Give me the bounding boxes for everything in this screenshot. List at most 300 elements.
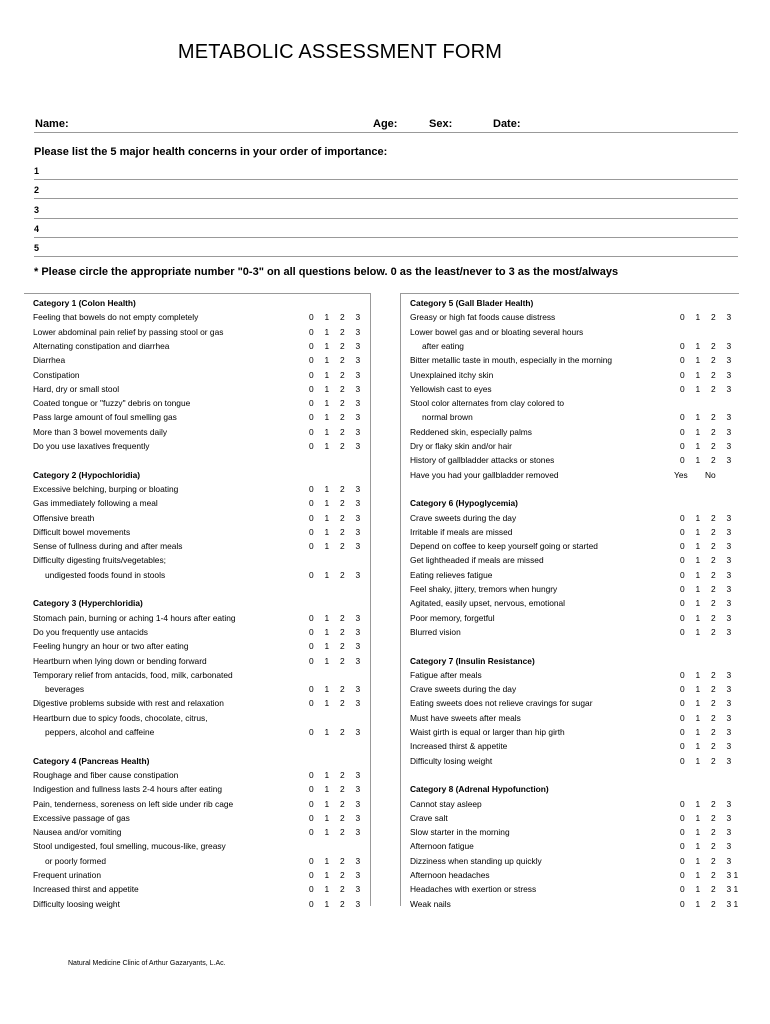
score-option[interactable]: 3 xyxy=(355,441,361,451)
score-option[interactable]: 3 xyxy=(726,455,732,466)
score-option[interactable]: 1 xyxy=(695,812,701,823)
score-option[interactable]: 1 xyxy=(695,755,701,766)
score-option[interactable]: 2 xyxy=(340,498,345,509)
score-option[interactable]: 0 xyxy=(680,369,685,380)
score-option[interactable]: 1 xyxy=(324,541,330,552)
score-option[interactable]: 0 xyxy=(680,698,685,709)
score-option[interactable]: 2 xyxy=(711,441,716,451)
score-option[interactable]: 3 xyxy=(355,541,361,552)
score-scale xyxy=(309,568,371,582)
score-option[interactable]: 0 xyxy=(680,441,685,451)
score-option[interactable]: 2 xyxy=(711,355,716,366)
score-option[interactable]: 3 xyxy=(355,870,361,880)
score-option[interactable]: 3 xyxy=(355,769,361,780)
score-option[interactable]: 0 xyxy=(680,841,685,852)
score-option[interactable]: 2 xyxy=(340,655,345,666)
score-option[interactable]: 3 xyxy=(726,555,732,566)
score-option[interactable]: 1 xyxy=(695,684,701,695)
score-option[interactable]: 3 xyxy=(726,598,732,609)
score-option[interactable]: 0 xyxy=(680,812,685,823)
score-option[interactable]: 3 xyxy=(355,784,361,795)
category-heading: Category 1 (Colon Health) xyxy=(33,298,136,308)
score-option[interactable]: 2 xyxy=(711,812,716,823)
score-option[interactable]: 3 xyxy=(726,441,732,451)
yes-no-option[interactable]: No xyxy=(705,469,716,480)
score-option[interactable]: 3 xyxy=(355,526,361,537)
score-option[interactable]: 1 xyxy=(695,355,701,366)
score-option[interactable]: 2 xyxy=(711,741,716,752)
score-scale xyxy=(680,410,742,424)
score-option[interactable]: 3 xyxy=(355,626,361,637)
score-option[interactable]: 2 xyxy=(711,755,716,766)
score-option[interactable]: 2 xyxy=(340,541,345,552)
score-option[interactable]: 0 xyxy=(680,383,685,394)
score-option[interactable]: 2 xyxy=(340,684,345,695)
score-option[interactable]: 0 xyxy=(309,426,314,437)
score-option[interactable]: 1 xyxy=(324,369,330,380)
score-option[interactable]: 3 xyxy=(355,798,361,809)
score-option[interactable]: 0 xyxy=(309,612,314,623)
category-heading: Category 8 (Adrenal Hypofunction) xyxy=(410,784,549,795)
score-option[interactable]: 2 xyxy=(711,898,716,909)
score-option[interactable]: 2 xyxy=(340,784,345,795)
score-option[interactable]: 1 xyxy=(695,612,701,623)
score-option[interactable]: 3 xyxy=(726,855,732,866)
score-option[interactable]: 1 xyxy=(324,684,330,695)
score-option[interactable]: 1 xyxy=(695,884,701,895)
score-option[interactable]: 0 xyxy=(309,483,314,494)
score-option[interactable]: 1 xyxy=(324,340,330,351)
score-option[interactable]: 1 xyxy=(324,312,330,323)
question-text: Indigestion and fullness lasts 2-4 hours after eating xyxy=(33,784,223,795)
score-option[interactable]: 3 xyxy=(726,526,732,537)
score-option[interactable]: 2 xyxy=(340,798,345,809)
score-option[interactable]: 0 xyxy=(680,684,685,695)
question-text: Constipation xyxy=(33,369,80,380)
score-option[interactable]: 2 xyxy=(340,512,345,523)
score-option[interactable]: 0 xyxy=(680,340,685,351)
score-scale xyxy=(680,539,742,553)
score-option[interactable]: 0 xyxy=(309,684,314,695)
score-option[interactable]: 2 xyxy=(711,369,716,380)
score-option[interactable]: 1 xyxy=(695,526,701,537)
score-option[interactable]: 0 xyxy=(309,626,314,637)
score-option[interactable]: 0 xyxy=(680,798,685,809)
score-scale xyxy=(680,754,742,768)
score-option[interactable]: 0 xyxy=(309,412,314,423)
score-option[interactable]: 0 xyxy=(309,898,314,909)
score-option[interactable]: 2 xyxy=(711,598,716,609)
score-option[interactable]: 1 xyxy=(324,727,330,737)
score-option[interactable]: 1 xyxy=(695,798,701,809)
score-option[interactable]: 0 xyxy=(680,712,685,723)
score-option[interactable]: 3 xyxy=(355,641,361,652)
score-option[interactable]: 1 xyxy=(324,641,330,652)
score-option[interactable]: 3 1 xyxy=(726,884,739,895)
score-option[interactable]: 1 xyxy=(324,855,330,866)
score-option[interactable]: 2 xyxy=(711,455,716,466)
score-option[interactable]: 0 xyxy=(309,526,314,537)
score-option[interactable]: 0 xyxy=(309,769,314,780)
score-option[interactable]: 2 xyxy=(340,870,345,880)
score-option[interactable]: 1 xyxy=(324,898,330,909)
score-option[interactable]: 2 xyxy=(711,684,716,695)
score-scale xyxy=(680,425,742,439)
score-option[interactable]: 1 xyxy=(695,626,701,637)
score-option[interactable]: 2 xyxy=(711,727,716,737)
score-option[interactable]: 0 xyxy=(309,326,314,337)
score-option[interactable]: 3 1 xyxy=(726,898,739,909)
score-option[interactable]: 0 xyxy=(309,398,314,409)
question-text: Hard, dry or small stool xyxy=(33,383,120,394)
score-option[interactable]: 0 xyxy=(680,598,685,609)
score-option[interactable]: 1 xyxy=(695,741,701,752)
score-option[interactable]: 0 xyxy=(309,884,314,895)
score-option[interactable]: 2 xyxy=(711,798,716,809)
yes-no-option[interactable]: Yes xyxy=(674,469,688,480)
score-option[interactable]: 0 xyxy=(309,498,314,509)
score-option[interactable]: 3 xyxy=(726,741,732,752)
score-option[interactable]: 2 xyxy=(340,383,345,394)
score-option[interactable]: 1 xyxy=(324,398,330,409)
score-option[interactable]: 0 xyxy=(309,369,314,380)
score-option[interactable]: 2 xyxy=(711,626,716,637)
score-option[interactable]: 1 xyxy=(695,383,701,394)
score-option[interactable]: 0 xyxy=(309,870,314,880)
score-option[interactable]: 3 xyxy=(355,355,361,366)
score-option[interactable]: 0 xyxy=(309,812,314,823)
score-option[interactable]: 2 xyxy=(711,870,716,880)
score-option[interactable]: 2 xyxy=(711,541,716,552)
score-option[interactable]: 2 xyxy=(340,612,345,623)
score-option[interactable]: 1 xyxy=(324,655,330,666)
score-option[interactable]: 3 xyxy=(726,755,732,766)
score-option[interactable]: 0 xyxy=(680,512,685,523)
score-option[interactable]: 3 xyxy=(355,698,361,709)
score-option[interactable]: 3 xyxy=(355,312,361,323)
score-option[interactable]: 3 xyxy=(726,684,732,695)
score-option[interactable]: 3 xyxy=(355,498,361,509)
score-option[interactable]: 2 xyxy=(340,812,345,823)
score-option[interactable]: 2 xyxy=(711,569,716,580)
score-option[interactable]: 3 xyxy=(726,355,732,366)
page-title: METABOLIC ASSESSMENT FORM xyxy=(177,41,503,63)
score-option[interactable]: 0 xyxy=(309,784,314,795)
score-option[interactable]: 3 xyxy=(726,412,732,423)
score-option[interactable]: 3 xyxy=(726,712,732,723)
score-option[interactable]: 1 xyxy=(695,541,701,552)
score-option[interactable]: 3 xyxy=(726,541,732,552)
score-option[interactable]: 0 xyxy=(309,340,314,351)
score-option[interactable]: 3 xyxy=(726,584,732,594)
score-option[interactable]: 3 xyxy=(355,684,361,695)
question-text: Do you frequently use antacids xyxy=(33,626,148,637)
score-option[interactable]: 1 xyxy=(324,441,330,451)
concern-line-5[interactable] xyxy=(34,243,738,257)
score-option[interactable]: 3 xyxy=(355,426,361,437)
score-option[interactable]: 1 xyxy=(695,598,701,609)
concern-line-1[interactable] xyxy=(34,166,738,180)
score-option[interactable]: 2 xyxy=(711,884,716,895)
concern-line-2[interactable] xyxy=(34,185,738,199)
score-option[interactable]: 3 xyxy=(726,512,732,523)
score-option[interactable]: 2 xyxy=(711,312,716,323)
score-option[interactable]: 0 xyxy=(680,455,685,466)
score-option[interactable]: 2 xyxy=(340,412,345,423)
score-option[interactable]: 2 xyxy=(711,612,716,623)
score-scale xyxy=(680,897,742,911)
score-option[interactable]: 3 xyxy=(726,698,732,709)
score-option[interactable]: 2 xyxy=(340,698,345,709)
score-option[interactable]: 2 xyxy=(340,727,345,737)
score-option[interactable]: 0 xyxy=(309,312,314,323)
score-option[interactable]: 3 xyxy=(355,369,361,380)
score-option[interactable]: 2 xyxy=(711,841,716,852)
score-option[interactable]: 0 xyxy=(309,727,314,737)
score-scale xyxy=(680,725,742,739)
patient-info-row xyxy=(34,118,738,133)
score-option[interactable]: 1 xyxy=(324,812,330,823)
score-option[interactable]: 2 xyxy=(340,426,345,437)
score-option[interactable]: 0 xyxy=(680,569,685,580)
score-option[interactable]: 0 xyxy=(309,569,314,580)
score-option[interactable]: 0 xyxy=(680,555,685,566)
score-option[interactable]: 2 xyxy=(711,512,716,523)
score-option[interactable]: 0 xyxy=(309,641,314,652)
name-label: Name: xyxy=(35,118,69,130)
score-option[interactable]: 0 xyxy=(680,626,685,637)
score-option[interactable]: 1 xyxy=(695,426,701,437)
score-option[interactable]: 0 xyxy=(680,727,685,737)
score-option[interactable]: 0 xyxy=(309,798,314,809)
score-option[interactable]: 0 xyxy=(309,512,314,523)
score-option[interactable]: 3 xyxy=(355,727,361,737)
score-option[interactable]: 2 xyxy=(711,855,716,866)
score-option[interactable]: 3 xyxy=(355,398,361,409)
score-option[interactable]: 3 xyxy=(355,855,361,866)
score-option[interactable]: 1 xyxy=(324,512,330,523)
score-scale xyxy=(309,439,371,453)
score-option[interactable]: 1 xyxy=(324,698,330,709)
question-text: Cannot stay asleep xyxy=(410,798,482,809)
score-option[interactable]: 2 xyxy=(711,584,716,594)
score-option[interactable]: 1 xyxy=(324,426,330,437)
score-option[interactable]: 1 xyxy=(695,569,701,580)
score-option[interactable]: 3 xyxy=(726,812,732,823)
score-option[interactable]: 0 xyxy=(680,827,685,838)
score-option[interactable]: 2 xyxy=(340,526,345,537)
score-option[interactable]: 3 xyxy=(726,426,732,437)
score-option[interactable]: 3 xyxy=(355,483,361,494)
question-text: Poor memory, forgetful xyxy=(410,612,495,623)
score-option[interactable]: 0 xyxy=(680,312,685,323)
score-option[interactable]: 0 xyxy=(309,698,314,709)
score-option[interactable]: 2 xyxy=(340,326,345,337)
score-option[interactable]: 1 xyxy=(324,884,330,895)
score-option[interactable]: 2 xyxy=(340,441,345,451)
score-option[interactable]: 1 xyxy=(695,441,701,451)
score-option[interactable]: 2 xyxy=(340,884,345,895)
score-option[interactable]: 2 xyxy=(711,827,716,838)
score-option[interactable]: 3 xyxy=(355,512,361,523)
score-scale xyxy=(680,596,742,610)
score-option[interactable]: 1 xyxy=(695,584,701,594)
score-option[interactable]: 1 xyxy=(695,712,701,723)
score-option[interactable]: 1 xyxy=(695,727,701,737)
score-option[interactable]: 2 xyxy=(711,698,716,709)
score-option[interactable]: 0 xyxy=(309,441,314,451)
score-option[interactable]: 3 xyxy=(355,884,361,895)
score-option[interactable]: 2 xyxy=(340,483,345,494)
score-option[interactable]: 1 xyxy=(695,369,701,380)
score-option[interactable]: 0 xyxy=(309,827,314,838)
score-option[interactable]: 2 xyxy=(711,426,716,437)
score-option[interactable]: 0 xyxy=(680,412,685,423)
score-option[interactable]: 3 xyxy=(355,340,361,351)
score-option[interactable]: 3 xyxy=(726,727,732,737)
score-option[interactable]: 1 xyxy=(324,798,330,809)
score-option[interactable]: 0 xyxy=(680,355,685,366)
score-option[interactable]: 0 xyxy=(680,526,685,537)
score-option[interactable]: 0 xyxy=(680,870,685,880)
score-option[interactable]: 1 xyxy=(324,483,330,494)
score-option[interactable]: 2 xyxy=(340,769,345,780)
score-option[interactable]: 0 xyxy=(680,612,685,623)
score-option[interactable]: 1 xyxy=(324,612,330,623)
score-option[interactable]: 1 xyxy=(324,498,330,509)
score-option[interactable]: 0 xyxy=(680,741,685,752)
score-option[interactable]: 1 xyxy=(324,412,330,423)
score-option[interactable]: 1 xyxy=(695,669,701,680)
concern-number: 3 xyxy=(34,205,40,215)
score-scale xyxy=(680,525,742,539)
score-option[interactable]: 3 xyxy=(726,612,732,623)
score-scale xyxy=(680,611,742,625)
score-option[interactable]: 1 xyxy=(324,526,330,537)
question-text: Dizziness when standing up quickly xyxy=(410,855,542,866)
score-option[interactable]: 1 xyxy=(695,698,701,709)
score-option[interactable]: 0 xyxy=(680,884,685,895)
score-option[interactable]: 3 xyxy=(355,827,361,838)
score-option[interactable]: 3 xyxy=(726,841,732,852)
score-option[interactable]: 2 xyxy=(711,526,716,537)
score-option[interactable]: 0 xyxy=(309,655,314,666)
question-text: Do you use laxatives frequently xyxy=(33,441,150,451)
score-option[interactable]: 0 xyxy=(680,898,685,909)
score-option[interactable]: 1 xyxy=(324,784,330,795)
score-option[interactable]: 2 xyxy=(711,412,716,423)
score-option[interactable]: 2 xyxy=(340,369,345,380)
score-option[interactable]: 3 xyxy=(355,898,361,909)
score-scale xyxy=(309,868,371,882)
score-option[interactable]: 1 xyxy=(695,412,701,423)
score-option[interactable]: 3 xyxy=(726,669,732,680)
score-option[interactable]: 1 xyxy=(695,841,701,852)
score-option[interactable]: 1 xyxy=(695,555,701,566)
score-option[interactable]: 1 xyxy=(695,870,701,880)
score-option[interactable]: 2 xyxy=(340,340,345,351)
score-option[interactable]: 1 xyxy=(695,340,701,351)
score-option[interactable]: 0 xyxy=(309,541,314,552)
score-option[interactable]: 3 xyxy=(726,798,732,809)
concern-number: 4 xyxy=(34,224,40,234)
score-option[interactable]: 1 xyxy=(324,626,330,637)
score-option[interactable]: 0 xyxy=(680,669,685,680)
score-option[interactable]: 1 xyxy=(324,569,330,580)
score-option[interactable]: 3 xyxy=(726,827,732,838)
score-option[interactable]: 3 xyxy=(726,340,732,351)
score-option[interactable]: 2 xyxy=(340,855,345,866)
score-option[interactable]: 1 xyxy=(324,769,330,780)
score-option[interactable]: 0 xyxy=(680,755,685,766)
score-option[interactable]: 1 xyxy=(324,355,330,366)
score-option[interactable]: 3 xyxy=(726,369,732,380)
score-option[interactable]: 0 xyxy=(680,426,685,437)
score-option[interactable]: 3 1 xyxy=(726,870,739,880)
score-option[interactable]: 2 xyxy=(711,555,716,566)
score-option[interactable]: 1 xyxy=(695,898,701,909)
score-option[interactable]: 3 xyxy=(355,655,361,666)
score-option[interactable]: 3 xyxy=(355,326,361,337)
score-option[interactable]: 2 xyxy=(711,669,716,680)
score-option[interactable]: 3 xyxy=(726,626,732,637)
score-option[interactable]: 2 xyxy=(340,898,345,909)
question-text: Feel shaky, jittery, tremors when hungry xyxy=(410,584,558,594)
score-option[interactable]: 1 xyxy=(324,827,330,838)
score-option[interactable]: 0 xyxy=(680,855,685,866)
score-option[interactable]: 2 xyxy=(340,569,345,580)
score-option[interactable]: 1 xyxy=(324,326,330,337)
score-option[interactable]: 3 xyxy=(726,383,732,394)
score-option[interactable]: 0 xyxy=(309,355,314,366)
score-option[interactable]: 3 xyxy=(355,612,361,623)
score-option[interactable]: 2 xyxy=(340,827,345,838)
score-option[interactable]: 3 xyxy=(355,412,361,423)
score-option[interactable]: 2 xyxy=(340,626,345,637)
concern-line-4[interactable] xyxy=(34,224,738,238)
score-option[interactable]: 1 xyxy=(695,512,701,523)
score-option[interactable]: 0 xyxy=(680,584,685,594)
score-option[interactable]: 1 xyxy=(324,383,330,394)
score-option[interactable]: 1 xyxy=(695,827,701,838)
score-option[interactable]: 2 xyxy=(711,340,716,351)
score-scale xyxy=(309,882,371,896)
score-option[interactable]: 2 xyxy=(711,712,716,723)
score-scale xyxy=(680,439,742,453)
score-option[interactable]: 1 xyxy=(324,870,330,880)
score-option[interactable]: 0 xyxy=(309,855,314,866)
concern-line-3[interactable] xyxy=(34,205,738,219)
score-option[interactable]: 2 xyxy=(340,641,345,652)
score-option[interactable]: 1 xyxy=(695,855,701,866)
score-option[interactable]: 3 xyxy=(355,812,361,823)
score-option[interactable]: 1 xyxy=(695,312,701,323)
score-option[interactable]: 2 xyxy=(340,398,345,409)
score-option[interactable]: 0 xyxy=(309,383,314,394)
score-option[interactable]: 2 xyxy=(340,312,345,323)
score-option[interactable]: 2 xyxy=(711,383,716,394)
score-option[interactable]: 3 xyxy=(726,312,732,323)
question-text: Difficult bowel movements xyxy=(33,526,131,537)
question-text: peppers, alcohol and caffeine xyxy=(45,727,155,737)
score-option[interactable]: 0 xyxy=(680,541,685,552)
score-scale xyxy=(680,310,742,324)
score-option[interactable]: 2 xyxy=(340,355,345,366)
score-option[interactable]: 3 xyxy=(726,569,732,580)
score-option[interactable]: 1 xyxy=(695,455,701,466)
score-option[interactable]: 3 xyxy=(355,383,361,394)
score-option[interactable]: 3 xyxy=(355,569,361,580)
